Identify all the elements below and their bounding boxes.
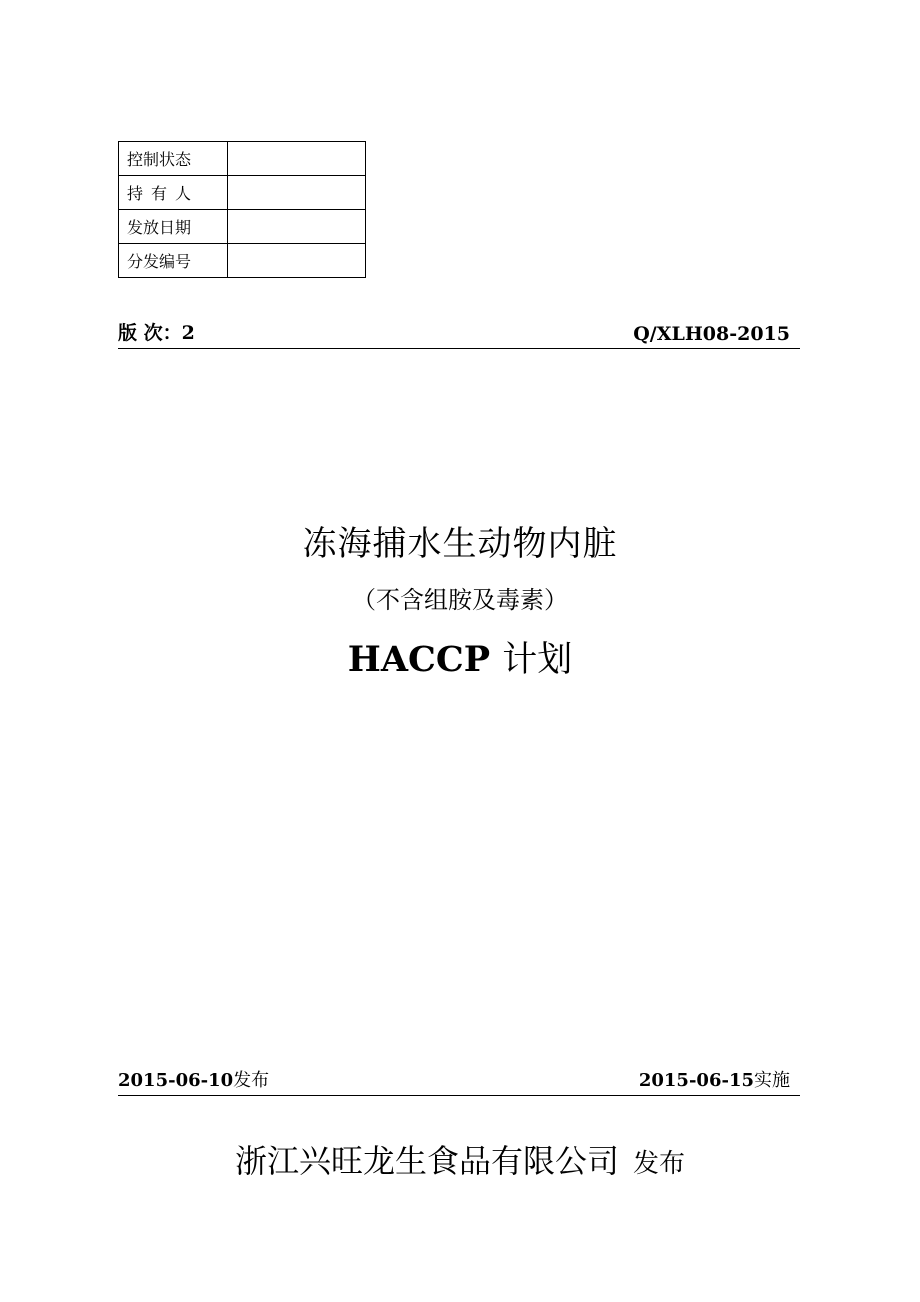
- effective-date: 2015-06-15: [638, 1070, 754, 1091]
- release-date-block: [118, 1066, 269, 1092]
- issuer-company: 浙江兴旺龙生食品有限公司: [234, 1142, 619, 1180]
- distribution-number-label: 分发编号: [119, 244, 228, 278]
- doc-code: Q/XLH08-2015: [633, 323, 790, 345]
- issue-date-value: [227, 210, 365, 244]
- issuer-suffix: 发布: [633, 1149, 686, 1179]
- holder-label: 持有人: [119, 176, 228, 210]
- release-date: 2015-06-10: [118, 1070, 234, 1091]
- plan-title-latin: HACCP: [347, 639, 491, 680]
- holder-value: [227, 176, 365, 210]
- control-row-distribution-number: [119, 244, 366, 278]
- effective-label: 实施: [754, 1070, 790, 1091]
- plan-title-cjk: 计划: [502, 640, 573, 680]
- issue-date-label: 发放日期: [119, 210, 228, 244]
- document-title: 冻海捕水生动物内脏: [302, 524, 618, 564]
- control-row-issue-date: [119, 210, 366, 244]
- control-table: [118, 141, 366, 278]
- document-subtitle: （不含组胺及毒素）: [352, 586, 568, 614]
- plan-title: [0, 632, 920, 682]
- release-label: 发布: [233, 1070, 270, 1091]
- version: [118, 318, 195, 345]
- control-row-status: [119, 142, 366, 176]
- version-label: 版 次：: [118, 322, 182, 344]
- version-row: [118, 318, 800, 349]
- effective-date-block: [639, 1066, 800, 1092]
- distribution-number-value: [227, 244, 365, 278]
- issuer: [0, 1136, 920, 1182]
- dates-row: [118, 1066, 800, 1096]
- version-value: 2: [181, 322, 195, 344]
- control-status-label: 控制状态: [119, 142, 228, 176]
- control-row-holder: [119, 176, 366, 210]
- control-status-value: [227, 142, 365, 176]
